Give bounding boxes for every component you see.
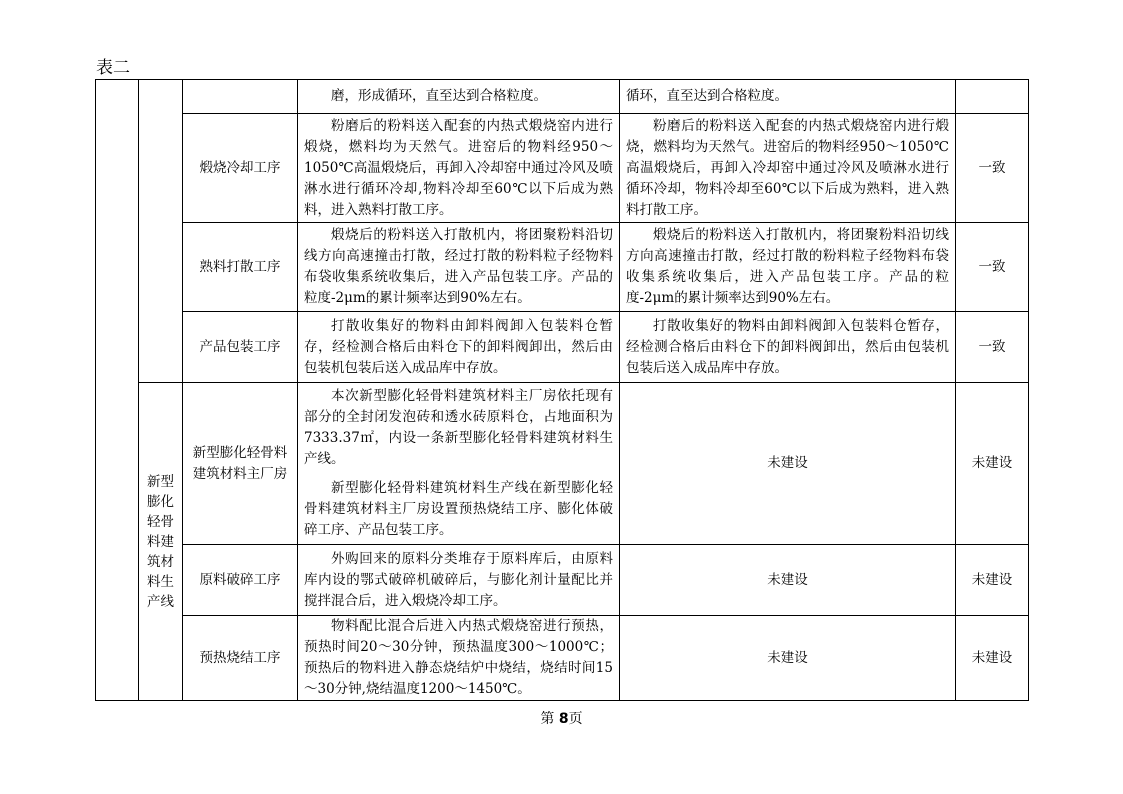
eia-paragraph: 物料配比混合后进入内热式煅烧窑进行预热，预热时间20～30分钟，预热温度300～1000℃；预热后的物料进入静态烧结炉中烧结，烧结时间15～30分钟,烧结温度1200～1450℃。 bbox=[304, 618, 613, 697]
process-cell: 产品包装工序 bbox=[183, 312, 298, 383]
process-cell: 原料破碎工序 bbox=[183, 545, 298, 616]
actual-paragraph: 粉磨后的粉料送入配套的内热式煅烧窑内进行煅烧，燃料均为天然气。进窑后的物料经950～1050℃高温煅烧后，再卸入冷却窑中通过冷风及喷淋水进行循环冷却，物料冷却至60℃以下后成为熟料，进入熟料打散工序。 bbox=[626, 117, 949, 218]
table-row bbox=[96, 312, 1029, 383]
table-row bbox=[96, 616, 1029, 701]
actual-description-cell: 未建设 bbox=[620, 545, 956, 616]
group-cell-previous bbox=[139, 80, 183, 383]
result-cell bbox=[956, 80, 1029, 114]
process-cell: 新型膨化轻骨料建筑材料主厂房 bbox=[183, 383, 298, 545]
page-number-value: 8 bbox=[558, 711, 569, 727]
eia-description-cell bbox=[298, 545, 620, 616]
actual-paragraph: 打散收集好的物料由卸料阀卸入包装料仓暂存，经检测合格后由料仓下的卸料阀卸出，然后由包装机包装后送入成品库中存放。 bbox=[626, 317, 949, 376]
actual-description-cell bbox=[620, 114, 956, 223]
process-cell bbox=[183, 80, 298, 114]
table-row bbox=[96, 80, 1029, 114]
page-number bbox=[0, 708, 1123, 728]
eia-paragraph: 外购回来的原料分类堆存于原料库后，由原料库内设的鄂式破碎机破碎后，与膨化剂计量配比并搅拌混合后，进入煅烧冷却工序。 bbox=[304, 550, 613, 609]
table-row bbox=[96, 223, 1029, 312]
table-row bbox=[96, 545, 1029, 616]
actual-description-cell bbox=[620, 312, 956, 383]
eia-description-cell bbox=[298, 80, 620, 114]
table-row bbox=[96, 383, 1029, 545]
eia-paragraph: 新型膨化轻骨料建筑材料生产线在新型膨化轻骨料建筑材料主厂房设置预热烧结工序、膨化体破碎工序、产品包装工序。 bbox=[304, 480, 613, 538]
category-cell bbox=[96, 80, 139, 701]
table-row bbox=[96, 114, 1029, 223]
process-cell: 预热烧结工序 bbox=[183, 616, 298, 701]
eia-paragraph: 本次新型膨化轻骨料建筑材料主厂房依托现有部分的全封闭发泡砖和透水砖原料仓，占地面积为7333.37㎡，内设一条新型膨化轻骨料建筑材料生产线。 bbox=[304, 388, 613, 467]
result-cell: 一致 bbox=[956, 312, 1029, 383]
result-cell: 一致 bbox=[956, 223, 1029, 312]
actual-description-cell bbox=[620, 223, 956, 312]
eia-description-cell bbox=[298, 616, 620, 701]
eia-paragraph: 煅烧后的粉料送入打散机内，将团聚粉料沿切线方向高速撞击打散，经过打散的粉料粒子经物料布袋收集系统收集后，进入产品包装工序。产品的粒度-2μm的累计频率达到90%左右。 bbox=[304, 227, 613, 306]
process-cell: 煅烧冷却工序 bbox=[183, 114, 298, 223]
eia-paragraph: 磨，形成循环，直至达到合格粒度。 bbox=[331, 88, 547, 104]
eia-paragraph: 打散收集好的物料由卸料阀卸入包装料仓暂存，经检测合格后由料仓下的卸料阀卸出，然后由包装机包装后送入成品库中存放。 bbox=[304, 317, 613, 376]
actual-description-cell: 未建设 bbox=[620, 383, 956, 545]
result-cell: 未建设 bbox=[956, 616, 1029, 701]
eia-description-cell bbox=[298, 223, 620, 312]
result-cell: 一致 bbox=[956, 114, 1029, 223]
actual-description-cell: 循环，直至达到合格粒度。 bbox=[620, 80, 956, 114]
page-number-prefix: 第 bbox=[540, 711, 555, 727]
actual-description-cell: 未建设 bbox=[620, 616, 956, 701]
comparison-table bbox=[95, 79, 1029, 701]
result-cell: 未建设 bbox=[956, 545, 1029, 616]
process-cell: 熟料打散工序 bbox=[183, 223, 298, 312]
eia-description-cell bbox=[298, 114, 620, 223]
group-name-cell: 新型膨化轻骨料建筑材料生产线 bbox=[139, 383, 183, 701]
actual-paragraph: 煅烧后的粉料送入打散机内，将团聚粉料沿切线方向高速撞击打散，经过打散的粉料粒子经物料布袋收集系统收集后，进入产品包装工序。产品的粒度-2μm的累计频率达到90%左右。 bbox=[626, 227, 949, 306]
table-label: 表二 bbox=[96, 58, 130, 78]
eia-description-cell bbox=[298, 312, 620, 383]
eia-paragraph: 粉磨后的粉料送入配套的内热式煅烧窑内进行煅烧，燃料均为天然气。进窑后的物料经950～1050℃高温煅烧后，再卸入冷却窑中通过冷风及喷淋水进行循环冷却,物料冷却至60℃以下后成为熟料，进入熟料打散工序。 bbox=[304, 117, 613, 218]
result-cell: 未建设 bbox=[956, 383, 1029, 545]
eia-description-cell bbox=[298, 383, 620, 545]
page-number-suffix: 页 bbox=[568, 711, 583, 727]
